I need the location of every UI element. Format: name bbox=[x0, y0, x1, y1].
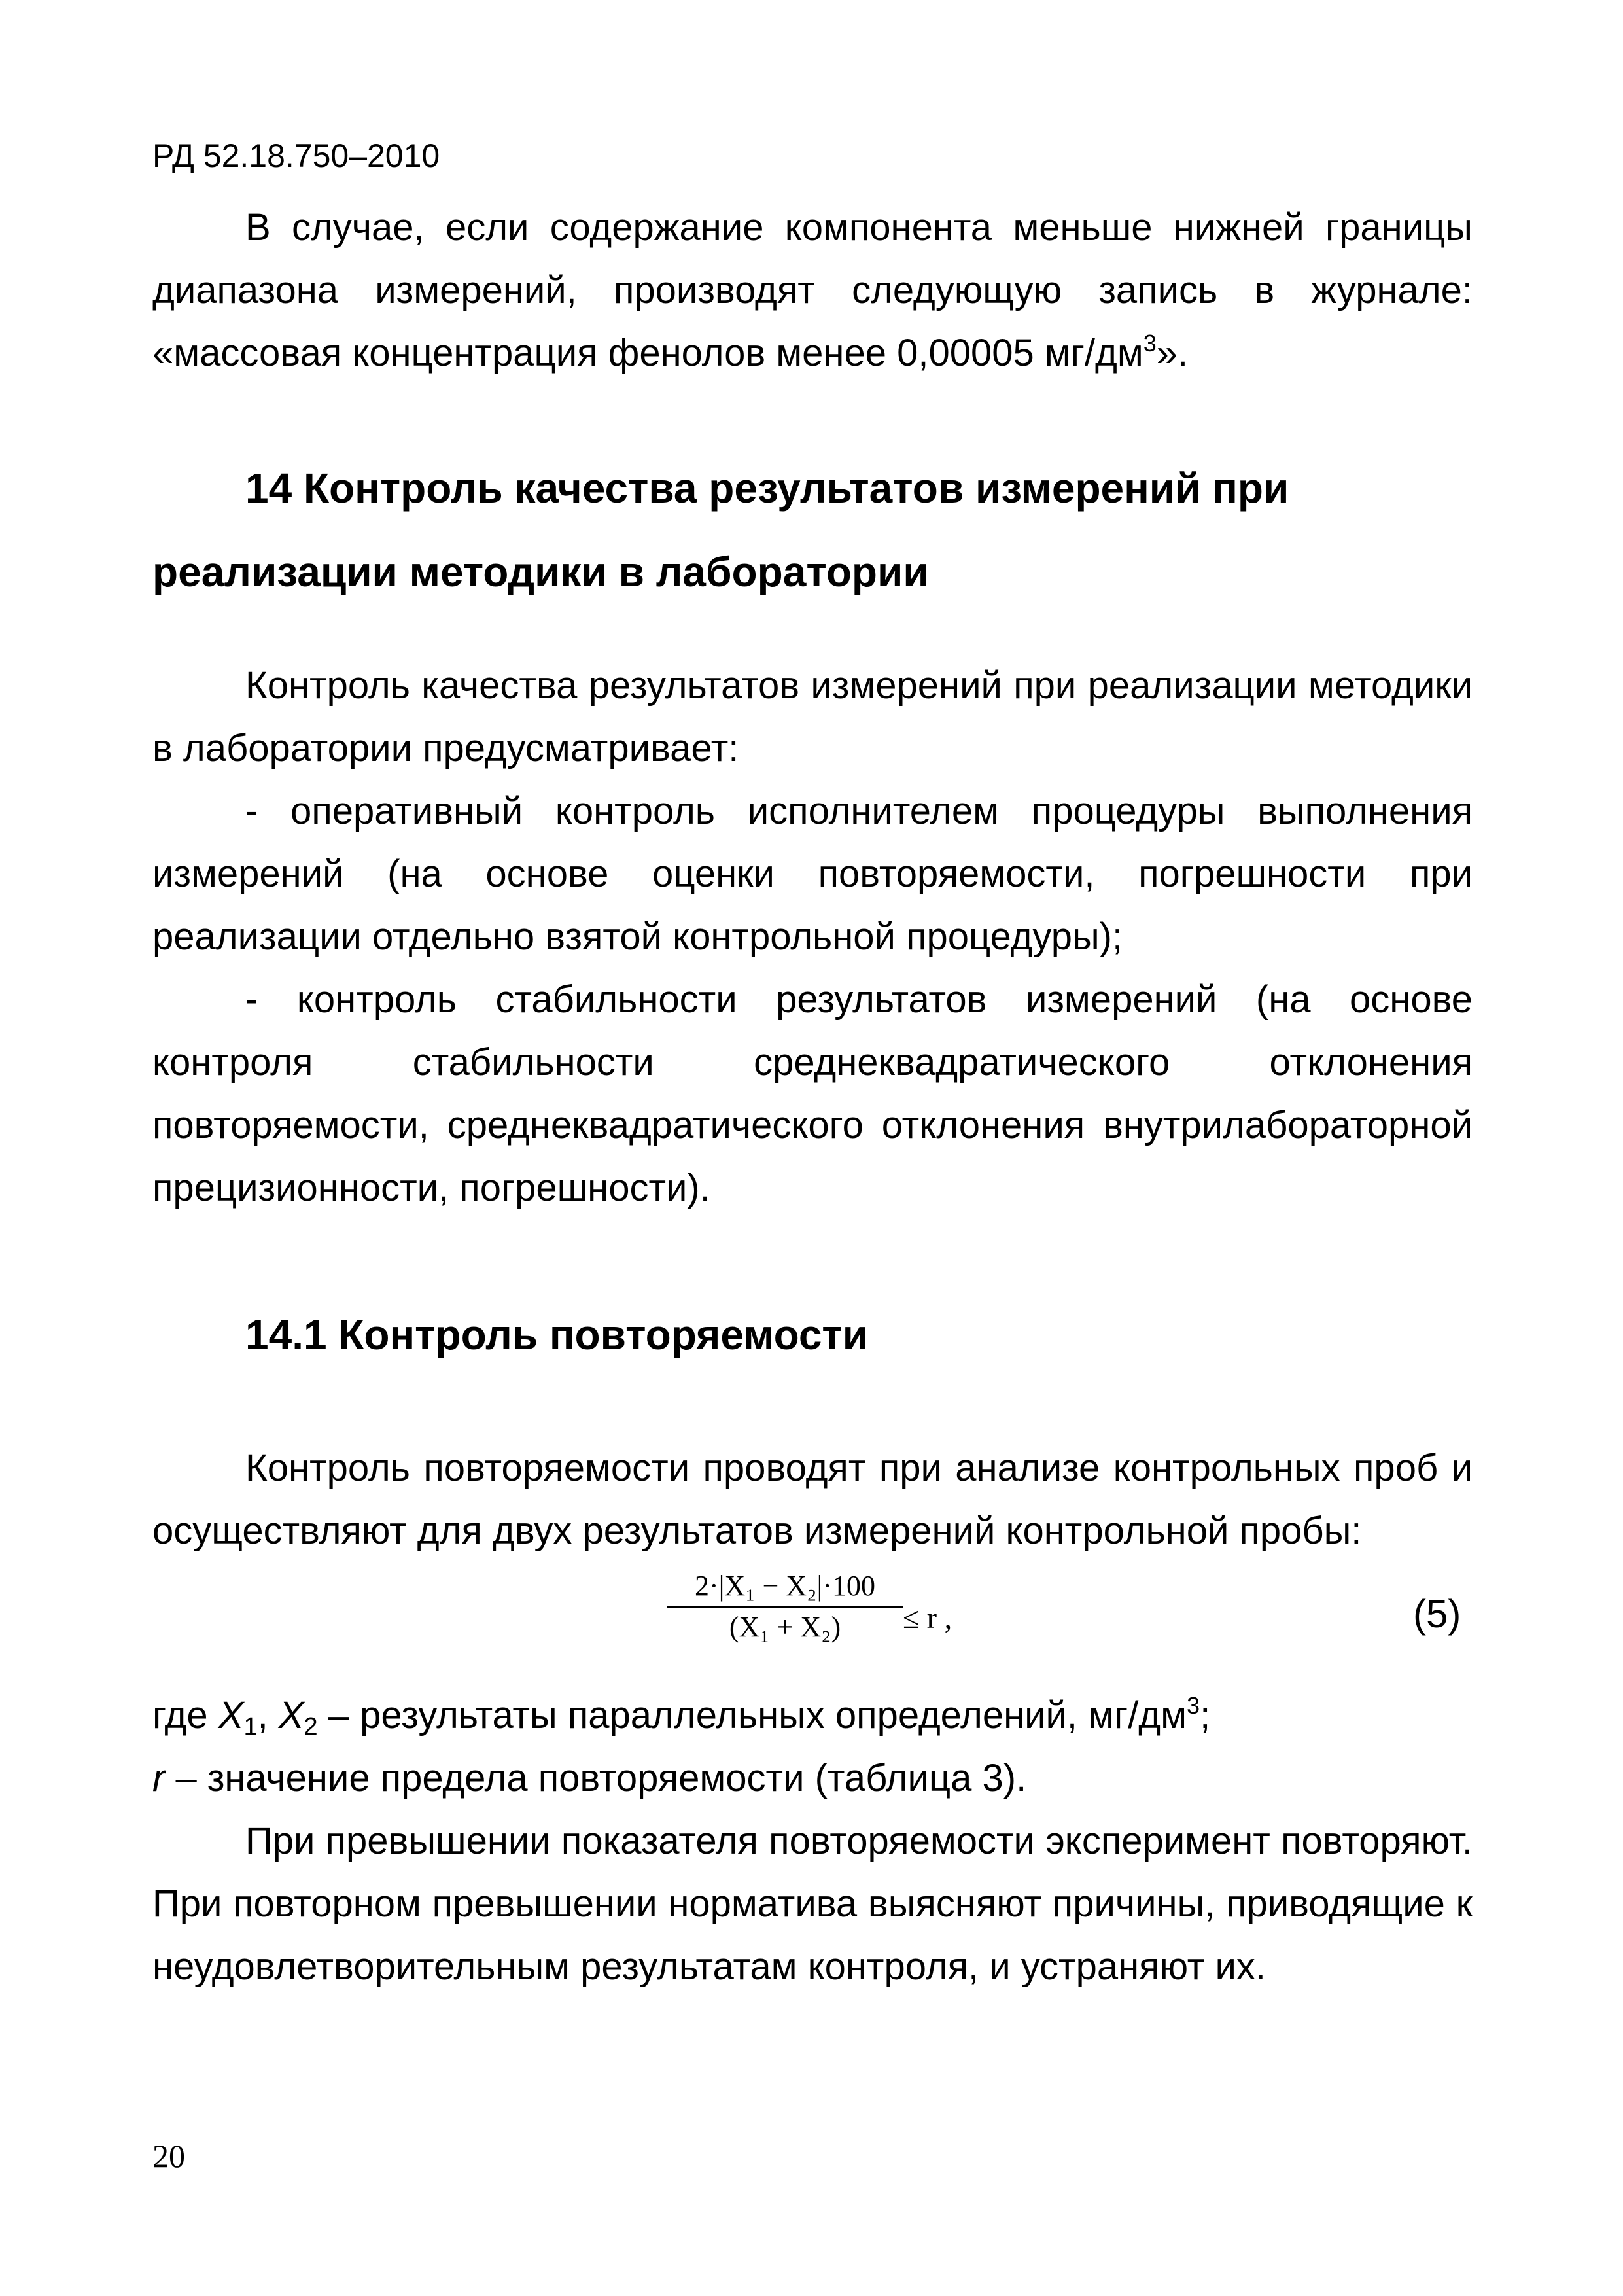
formula-denominator: (X₁ + X₂) bbox=[729, 1611, 841, 1643]
page-number: 20 bbox=[152, 2138, 185, 2174]
document-code: РД 52.18.750–2010 bbox=[152, 137, 440, 174]
var-x2: X bbox=[278, 1694, 304, 1737]
section-14-title-line1: 14 Контроль качества результатов измерений при bbox=[245, 465, 1289, 512]
where-tail: ; bbox=[1200, 1694, 1211, 1737]
paragraph-exceeding: При превышении показателя повторяемости эксперимент повторяют. При повторном превышении норматива выясняют причины, приводящие к неудовлетворительным результатам контроля, и устраняют их. bbox=[152, 1820, 1473, 1988]
formula-5 bbox=[667, 1568, 903, 1646]
formula-relation: ≤ r , bbox=[903, 1601, 952, 1634]
section-14-1-heading: 14.1 Контроль повторяемости bbox=[245, 1311, 869, 1358]
list-item-operational-control: - оперативный контроль исполнителем процедуры выполнения измерений (на основе оценки повторяемости, погрешности при реализации отдельно взятой контрольной процедуры); bbox=[152, 790, 1473, 958]
list-item-stability-control: - контроль стабильности результатов измерений (на основе контроля стабильности среднеквадратического отклонения повторяемости, среднеквадратического отклонения внутрилабораторной прецизионности, погрешности). bbox=[152, 978, 1473, 1209]
paragraph-quality-control: Контроль качества результатов измерений при реализации методики в лаборатории предусматривает: bbox=[152, 664, 1473, 769]
paragraph-lower-limit-text: В случае, если содержание компонента меньше нижней границы диапазона измерений, производят следующую запись в журнале: «массовая концентрация фенолов менее 0,00005 мг/дм bbox=[152, 206, 1473, 374]
paragraph-repeatability: Контроль повторяемости проводят при анализе контрольных проб и осуществляют для двух результатов измерений контрольной пробы: bbox=[152, 1447, 1473, 1552]
var-x1: X bbox=[218, 1694, 244, 1737]
where-definition bbox=[152, 1684, 1473, 1747]
where-unit-superscript: 3 bbox=[1187, 1692, 1200, 1719]
where-prefix: где bbox=[152, 1694, 218, 1737]
section-14-title-line2: реализации методики в лаборатории bbox=[152, 548, 929, 595]
r-definition-text: – значение предела повторяемости (таблица 3). bbox=[165, 1757, 1027, 1799]
var-x2-sub: 2 bbox=[304, 1713, 318, 1740]
paragraph-lower-limit bbox=[152, 196, 1473, 385]
formula-numerator: 2·|X₁ − X₂|·100 bbox=[695, 1570, 875, 1602]
section-14-heading bbox=[152, 446, 1473, 614]
var-r: r bbox=[152, 1757, 166, 1799]
where-text: – результаты параллельных определений, мг/дм bbox=[317, 1694, 1187, 1737]
paragraph-lower-limit-tail: ». bbox=[1156, 332, 1189, 374]
where-comma: , bbox=[257, 1694, 279, 1737]
formula-number: (5) bbox=[1413, 1592, 1461, 1636]
var-x1-sub: 1 bbox=[243, 1713, 258, 1740]
fraction-bar bbox=[667, 1606, 903, 1608]
unit-superscript: 3 bbox=[1143, 330, 1157, 357]
r-definition bbox=[152, 1747, 1473, 1810]
